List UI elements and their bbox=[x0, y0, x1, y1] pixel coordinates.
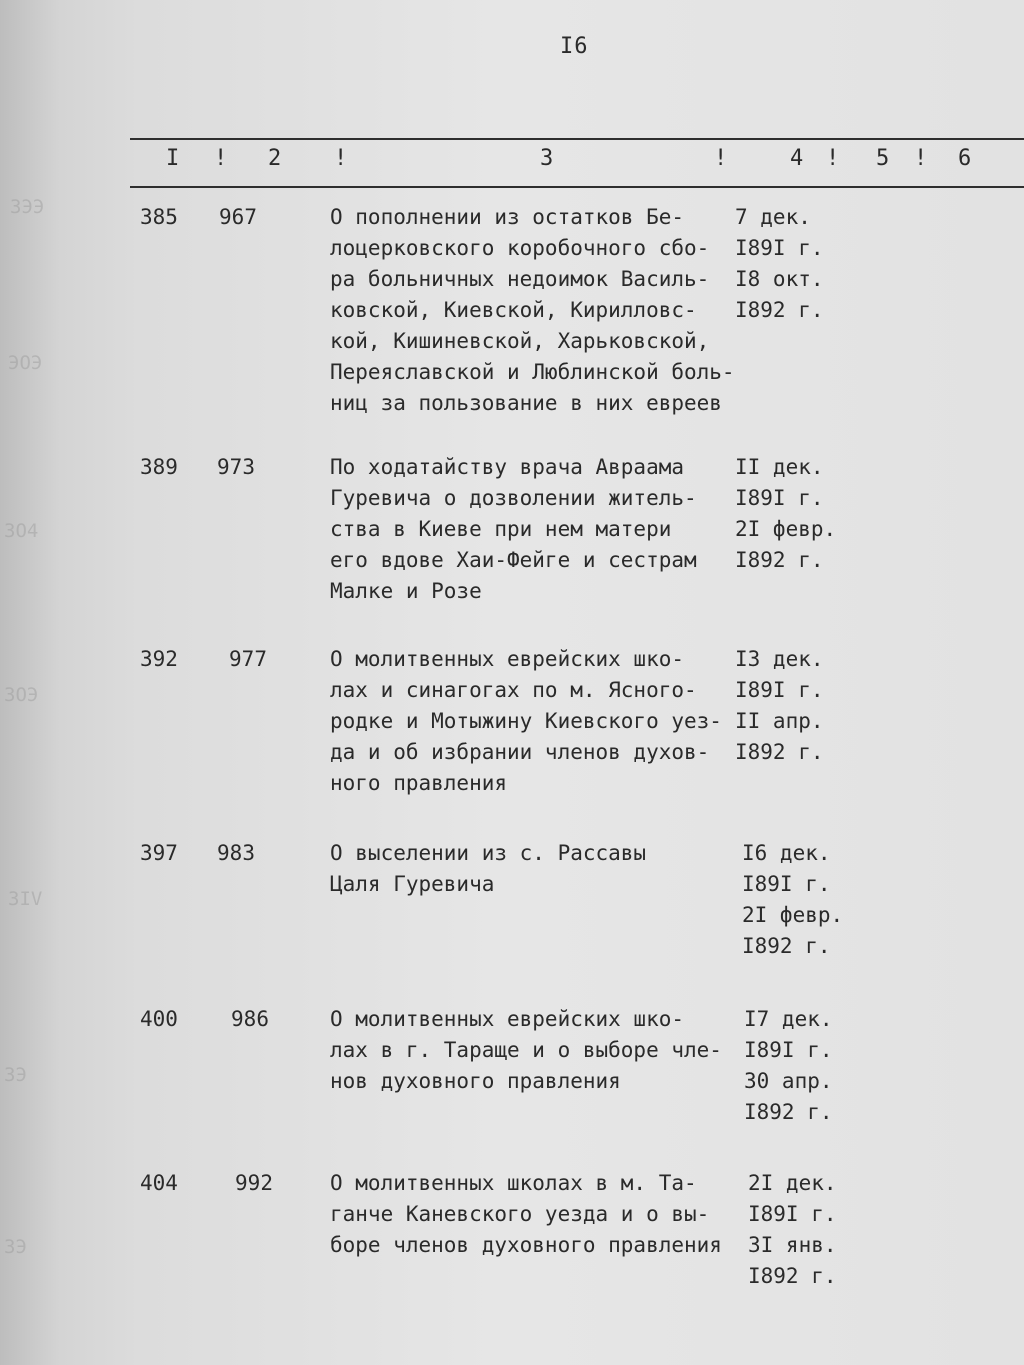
record-number: 400 bbox=[140, 1007, 178, 1031]
file-number: 986 bbox=[231, 1007, 269, 1031]
header-sep: ! bbox=[826, 146, 840, 171]
record-dates: I6 дек. I89I г. 2I февр. I892 г. bbox=[742, 841, 844, 958]
table-header-rule bbox=[130, 186, 1024, 188]
record-dates: I3 дек. I89I г. II апр. I892 г. bbox=[735, 647, 824, 764]
record-description: О молитвенных еврейских шко- лах и синагогах по м. Ясного- родке и Мотыжину Киевского уез- да и об избрании членов духов- ного правления bbox=[330, 647, 722, 795]
header-sep: ! bbox=[914, 146, 928, 171]
record-number: 404 bbox=[140, 1171, 178, 1195]
header-col-4: 4 bbox=[790, 146, 804, 171]
record-description: О выселении из с. Рассавы Цаля Гуревича bbox=[330, 841, 647, 896]
file-number: 992 bbox=[235, 1171, 273, 1195]
bleed-through: ЗО4 bbox=[4, 520, 39, 542]
table-top-rule bbox=[130, 138, 1024, 140]
bleed-through: ЗЭ bbox=[4, 1236, 27, 1258]
header-col-3: 3 bbox=[540, 146, 554, 171]
record-dates: 2I дек. I89I г. 3I янв. I892 г. bbox=[748, 1171, 837, 1288]
record-description: О пополнении из остатков Бе- лоцерковского коробочного сбо- ра больничных недоимок Василь- ковской, Киевской, Кирилловс- кой, Кишиневской, Харьковской, Переяславской и Люблинской боль- ниц за пользование в них евреев bbox=[330, 205, 735, 415]
header-col-5: 5 bbox=[876, 146, 890, 171]
file-number: 967 bbox=[219, 205, 257, 229]
record-number: 397 bbox=[140, 841, 178, 865]
header-col-2: 2 bbox=[268, 146, 282, 171]
page-number: I6 bbox=[560, 34, 589, 59]
record-number: 392 bbox=[140, 647, 178, 671]
bleed-through: ЗIV bbox=[8, 888, 43, 910]
bleed-through: ЗЭ bbox=[4, 1064, 27, 1086]
header-col-1: I bbox=[166, 146, 180, 171]
record-description: О молитвенных еврейских шко- лах в г. Таращe и о выборе чле- нов духовного правления bbox=[330, 1007, 722, 1093]
file-number: 983 bbox=[217, 841, 255, 865]
record-dates: II дек. I89I г. 2I февр. I892 г. bbox=[735, 455, 837, 572]
record-dates: 7 дек. I89I г. I8 окт. I892 г. bbox=[735, 205, 824, 322]
record-dates: I7 дек. I89I г. 30 апр. I892 г. bbox=[744, 1007, 833, 1124]
record-number: 389 bbox=[140, 455, 178, 479]
header-sep: ! bbox=[714, 146, 728, 171]
bleed-through: ЭОЭ bbox=[8, 352, 43, 374]
record-number: 385 bbox=[140, 205, 178, 229]
header-col-6: 6 bbox=[958, 146, 972, 171]
record-description: По ходатайству врача Авраама Гуревича о дозволении житель- ства в Киеве при нем матери его вдове Хаи-Фейге и сестрам Малке и Розе bbox=[330, 455, 697, 603]
file-number: 977 bbox=[229, 647, 267, 671]
file-number: 973 bbox=[217, 455, 255, 479]
bleed-through: ЗОЭ bbox=[4, 684, 39, 706]
bleed-through: ЗЭЭ bbox=[10, 196, 45, 218]
record-description: О молитвенных школах в м. Та- ганче Каневского уезда и о вы- боре членов духовного правления bbox=[330, 1171, 722, 1257]
header-sep: ! bbox=[214, 146, 228, 171]
header-sep: ! bbox=[334, 146, 348, 171]
